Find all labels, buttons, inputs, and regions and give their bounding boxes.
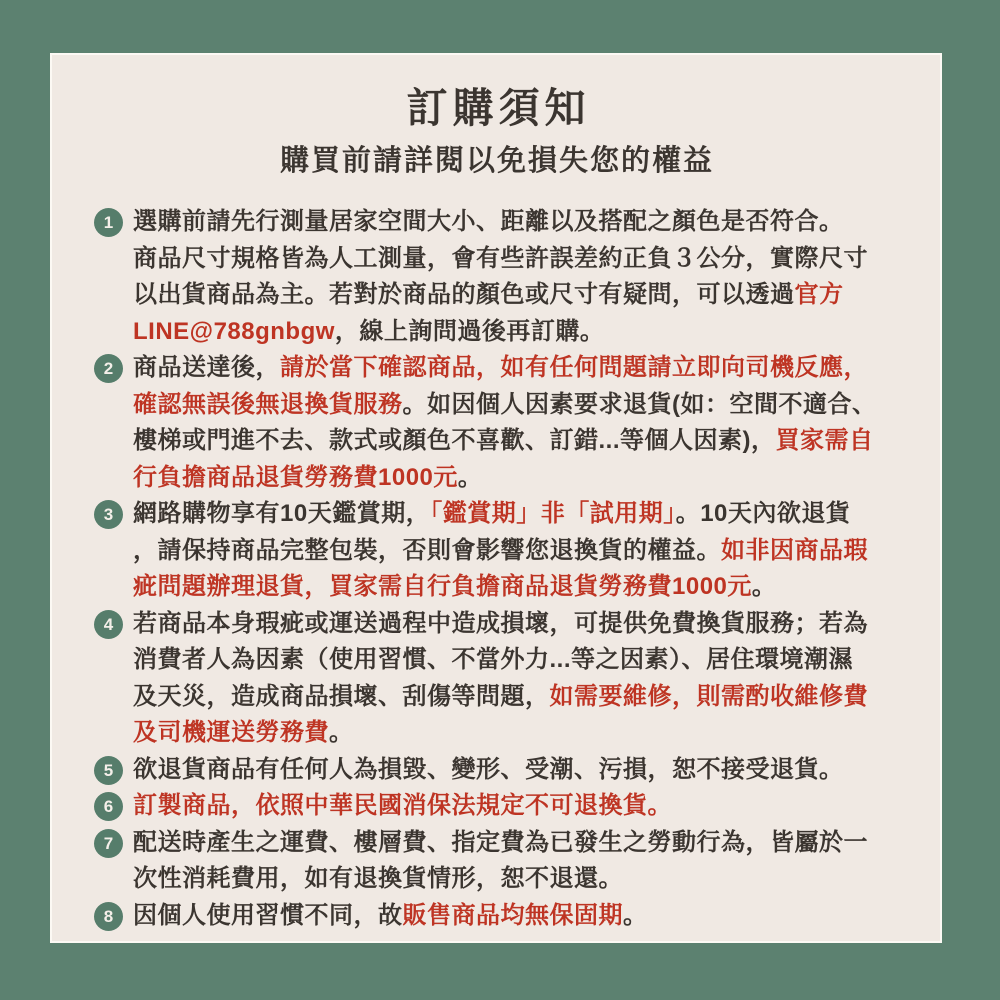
notice-number-badge: 6: [94, 792, 123, 821]
text-segment-dark: 選購前請先行測量居家空間大小、距離以及搭配之顏色是否符合。: [133, 208, 844, 235]
notice-text: [133, 825, 912, 898]
notice-number-badge: 7: [94, 829, 123, 858]
notice-badge-column: [94, 825, 133, 858]
notice-number-badge: 8: [94, 902, 123, 931]
page-subtitle: 購買前請詳閱以免損失您的權益: [279, 145, 714, 177]
notice-item: [94, 898, 912, 935]
text-segment-dark: 若商品本身瑕疵或運送過程中造成損壞，可提供免費換貨服務；若為: [133, 609, 868, 637]
text-segment-dark: 商品尺寸規格皆為人工測量，會有些許誤差約正負３公分，實際尺寸: [133, 244, 868, 272]
text-segment-red: 行負擔商品退貨勞務費1000元: [133, 463, 458, 491]
notice-text: [133, 350, 912, 496]
text-segment-dark: ，線上詢問過後再訂購。: [334, 317, 605, 345]
text-segment-red: 疵問題辦理退貨，買家需自行負擔商品退貨勞務費1000元: [133, 573, 752, 600]
text-segment-red: 販售商品均無保固期: [402, 901, 623, 929]
text-segment-dark: 消費者人為因素（使用習慣、不當外力...等之因素）、居住環境潮濕: [133, 646, 854, 673]
text-segment-dark: 。: [623, 901, 648, 929]
notice-number-badge: 5: [94, 756, 123, 785]
text-segment-dark: 欲退貨商品有任何人為損毀、變形、受潮、污損，恕不接受退貨。: [133, 755, 844, 783]
notice-number-badge: 1: [94, 208, 123, 237]
notice-item: [94, 204, 912, 350]
text-segment-dark: 樓梯或門進不去、款式或顏色不喜歡、訂錯...等個人因素)，: [133, 427, 776, 454]
text-segment-red: 訂製商品，依照中華民國消保法規定不可退換貨。: [133, 792, 672, 819]
notice-badge-column: [94, 898, 133, 931]
text-segment-dark: 。10天內欲退貨: [675, 500, 851, 527]
text-segment-dark: 及天災，造成商品損壞、刮傷等問題，: [133, 682, 550, 710]
notice-badge-column: [94, 606, 133, 639]
page-title: 訂購須知: [406, 85, 591, 131]
notice-number-badge: 4: [94, 610, 123, 639]
text-segment-red: 官方: [794, 281, 844, 308]
notice-number-badge: 3: [94, 500, 123, 529]
notice-list: [94, 204, 912, 934]
notice-item: [94, 606, 912, 752]
notice-text: [133, 752, 912, 789]
text-segment-dark: 。: [751, 573, 777, 600]
text-segment-dark: 。如因個人因素要求退貨(如：空間不適合、: [402, 390, 877, 418]
text-segment-dark: 以出貨商品為主。若對於商品的顏色或尺寸有疑問，可以透過: [133, 281, 795, 308]
notice-text: [133, 898, 912, 935]
text-segment-red: LINE@788gnbgw: [133, 317, 335, 345]
notice-badge-column: [94, 788, 133, 821]
notice-badge-column: [94, 350, 133, 383]
text-segment-red: 及司機運送勞務費: [133, 719, 329, 746]
text-segment-dark: 。: [457, 463, 483, 491]
text-segment-red: 買家需自: [775, 427, 874, 454]
notice-text: [133, 204, 912, 350]
text-segment-red: 確認無誤後無退換貨服務: [133, 390, 403, 418]
notice-badge-column: [94, 204, 133, 237]
notice-item: [94, 825, 912, 898]
text-segment-red: 「鑑賞期」非「試用期」: [430, 500, 676, 527]
notice-item: [94, 752, 912, 789]
text-segment-dark: 配送時產生之運費、樓層費、指定費為已發生之勞動行為，皆屬於一: [133, 828, 868, 856]
notice-number-badge: 2: [94, 354, 123, 383]
text-segment-dark: 網路購物享有10天鑑賞期，: [133, 500, 431, 527]
text-segment-red: 如需要維修，則需酌收維修費: [549, 682, 868, 710]
text-segment-dark: ，請保持商品完整包裝，否則會影響您退換貨的權益。: [133, 536, 721, 564]
text-segment-dark: 商品送達後，: [133, 354, 280, 381]
text-segment-red: 如非因商品瑕: [721, 536, 868, 564]
notice-text: [133, 788, 912, 825]
notice-badge-column: [94, 496, 133, 529]
notice-panel: [50, 53, 942, 943]
notice-item: [94, 788, 912, 825]
notice-item: [94, 496, 912, 606]
text-segment-dark: 次性消耗費用，如有退換貨情形，恕不退還。: [133, 865, 623, 892]
notice-text: [133, 496, 912, 606]
text-segment-red: 請於當下確認商品，如有任何問題請立即向司機反應，: [280, 354, 868, 381]
notice-item: [94, 350, 912, 496]
notice-text: [133, 606, 912, 752]
notice-badge-column: [94, 752, 133, 785]
text-segment-dark: 。: [329, 719, 354, 746]
text-segment-dark: 因個人使用習慣不同，故: [133, 901, 403, 929]
